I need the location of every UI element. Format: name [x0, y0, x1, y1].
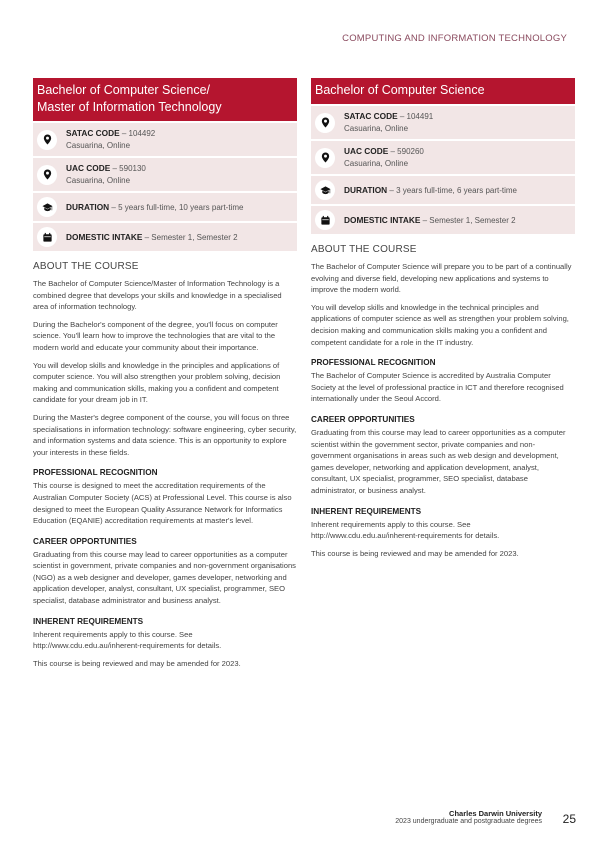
about-heading: ABOUT THE COURSE [33, 261, 139, 272]
info-sub: Casuarina, Online [344, 159, 409, 168]
career-opportunities-heading: CAREER OPPORTUNITIES [311, 414, 415, 424]
review-note: This course is being reviewed and may be amended for 2023. [311, 548, 519, 558]
inherent-requirements-heading: INHERENT REQUIREMENTS [311, 506, 422, 516]
info-value: 3 years full-time, 6 years part-time [396, 185, 518, 195]
course-title-line: Bachelor of Computer Science/ [37, 83, 211, 97]
info-value: Semester 1, Semester 2 [429, 215, 516, 225]
professional-recognition-heading: PROFESSIONAL RECOGNITION [33, 468, 158, 478]
location-pin-icon [315, 113, 335, 133]
section-header: COMPUTING AND INFORMATION TECHNOLOGY [342, 33, 567, 44]
info-uac: UAC CODE – 590260 Casuarina, Online [311, 141, 575, 174]
review-note: This course is being reviewed and may be amended for 2023. [33, 658, 241, 668]
location-pin-icon [37, 165, 57, 185]
about-paragraph: You will develop skills and knowledge in the principles and applications of computer science. You will also strengthen your problem solving, decision making and communication skills, making you a confident and competent candidate for your dream job in IT. [33, 360, 281, 405]
course-column-bcs-mit [33, 78, 297, 669]
university-name: Charles Darwin University [449, 809, 542, 818]
publication-subtitle: 2023 undergraduate and postgraduate degrees [395, 818, 542, 825]
location-pin-icon [37, 130, 57, 150]
info-value: 104491 [406, 112, 434, 121]
info-intake: DOMESTIC INTAKE – Semester 1, Semester 2 [311, 206, 575, 234]
course-title-line: Bachelor of Computer Science [315, 83, 485, 97]
calendar-icon [315, 210, 335, 230]
course-column-bcs [311, 78, 575, 559]
info-label: DOMESTIC INTAKE [66, 231, 143, 242]
info-intake: DOMESTIC INTAKE – Semester 1, Semester 2 [33, 223, 297, 251]
calendar-icon [37, 227, 57, 247]
graduation-cap-icon [315, 180, 335, 200]
info-value: Semester 1, Semester 2 [151, 232, 238, 242]
career-opportunities-text: Graduating from this course may lead to career opportunities as a computer scientist within the government sector, private companies and non-government organisations in areas such as web design and development, games developer, networking and application development, analyst, consultant, UX specialist, programmer, SEO specialist, database administrator, or business analyst. [311, 427, 566, 495]
info-value: 104492 [128, 129, 156, 138]
info-label: DOMESTIC INTAKE [344, 214, 421, 225]
info-value: 5 years full-time, 10 years part-time [118, 202, 244, 212]
page-footer [395, 809, 542, 825]
info-duration: DURATION – 5 years full-time, 10 years part-time [33, 193, 297, 221]
career-opportunities-heading: CAREER OPPORTUNITIES [33, 536, 137, 546]
course-title [33, 78, 297, 121]
info-satac: SATAC CODE – 104491 Casuarina, Online [311, 106, 575, 139]
info-sub: Casuarina, Online [344, 124, 409, 133]
info-sub: Casuarina, Online [66, 176, 131, 185]
professional-recognition-text: This course is designed to meet the accreditation requirements of the Australian Computer Society (ACS) at Professional Level. This course is also designed to meet the European Quality Assurance Network for Informatics Education (EQANIE) accreditation requirements at master's level. [33, 481, 292, 526]
about-paragraph: During the Bachelor's component of the degree, you'll focus on computer science. You'll learn how to improve the technologies that are vital to the modern world and educate your community about their importance. [33, 319, 278, 352]
about-paragraph: The Bachelor of Computer Science/Master of Information Technology is a combined degree that develops your skills and knowledge in a specialised area of information technology. [33, 279, 282, 312]
info-uac: UAC CODE – 590130 Casuarina, Online [33, 158, 297, 191]
location-pin-icon [315, 148, 335, 168]
info-label: UAC CODE [344, 146, 389, 156]
info-satac: SATAC CODE – 104492 Casuarina, Online [33, 123, 297, 156]
inherent-requirements-text: Inherent requirements apply to this course. See http://www.cdu.edu.au/inherent-requirements for details. [33, 629, 222, 651]
info-label: SATAC CODE [344, 111, 398, 121]
graduation-cap-icon [37, 197, 57, 217]
info-label: DURATION [66, 201, 110, 212]
professional-recognition-heading: PROFESSIONAL RECOGNITION [311, 358, 436, 368]
inherent-requirements-heading: INHERENT REQUIREMENTS [33, 616, 144, 626]
info-value: 590260 [397, 147, 424, 156]
about-heading: ABOUT THE COURSE [311, 244, 417, 255]
page-number: 25 [562, 812, 576, 826]
course-title-line: Master of Information Technology [37, 100, 222, 114]
info-label: DURATION [344, 184, 388, 195]
course-title [311, 78, 575, 104]
inherent-requirements-text: Inherent requirements apply to this course. See http://www.cdu.edu.au/inherent-requirements for details. [311, 519, 500, 541]
about-paragraph: The Bachelor of Computer Science will prepare you to be part of a continually evolving and diverse field, developing new applications and systems to improve the modern world. [311, 262, 572, 295]
about-paragraph: You will develop skills and knowledge in the technical principles and applications of computer science as well as strengthen your problem solving, decision making and communication skills making you a confident and competent candidate for a role in the IT industry. [311, 302, 569, 347]
info-duration: DURATION – 3 years full-time, 6 years part-time [311, 176, 575, 204]
info-value: 590130 [119, 164, 146, 173]
about-paragraph: During the Master's degree component of the course, you will focus on three specialisations in information technology: software engineering, cyber security, and information systems and data science. This is an opportunity to explore your interests in these fields. [33, 412, 297, 457]
info-label: SATAC CODE [66, 128, 120, 138]
career-opportunities-text: Graduating from this course may lead to career opportunities as a computer scientist in government, private companies and non-government organisations (NGO) as a web designer and developer, games developer, networking and application developer, analyst, consultant, UX specialist, programmer, SEO specialist, database administrator and business analyst. [33, 549, 296, 606]
info-label: UAC CODE [66, 163, 111, 173]
professional-recognition-text: The Bachelor of Computer Science is accredited by Australia Computer Society at the level of professional practice in ICT and therefore recognised internationally under the Seoul Accord. [311, 371, 564, 404]
info-sub: Casuarina, Online [66, 141, 131, 150]
